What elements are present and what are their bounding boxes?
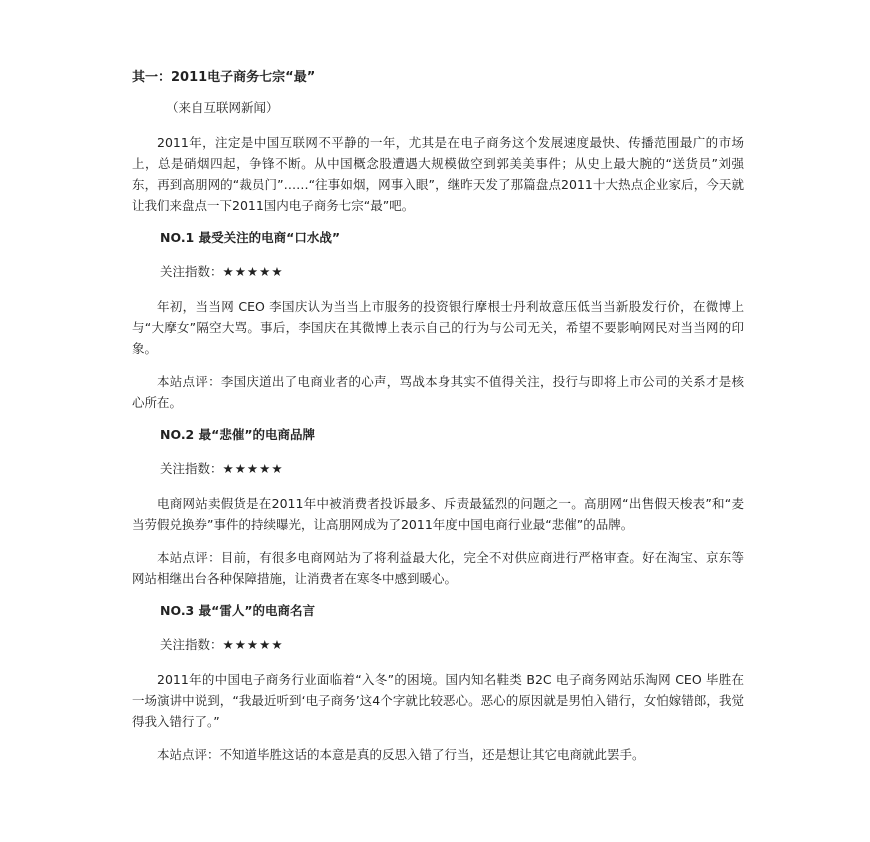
rating-label: 关注指数： [160,264,223,279]
attention-rating-3 [160,635,744,655]
article-title: 其一：2011电子商务七宗“最” [132,70,316,85]
section-heading-3: NO.3 最“雷人”的电商名言 [160,603,316,618]
section-body-1: 年初，当当网 CEO 李国庆认为当当上市服务的投资银行摩根士丹利故意压低当当新股发行价，在微博上与“大摩女”隔空大骂。事后，李国庆在其微博上表示自己的行为与公司无关，希望不要影响网民对当当网的印象。 [132,299,744,356]
article-source: （来自互联网新闻） [166,100,279,115]
attention-rating-2 [160,459,744,479]
rating-stars: ★★★★★ [222,637,284,652]
section-body-3: 2011年的中国电子商务行业面临着“入冬”的困境。国内知名鞋类 B2C 电子商务网站乐淘网 CEO 毕胜在一场演讲中说到，“我最近听到‘电子商务’这4个字就比较恶心。恶心的原因就是男怕入错行，女怕嫁错郎，我觉得我入错行了。” [132,672,744,729]
rating-label: 关注指数： [160,637,223,652]
section-comment-2: 本站点评：目前，有很多电商网站为了将利益最大化，完全不对供应商进行严格审查。好在淘宝、京东等网站相继出台各种保障措施，让消费者在寒冬中感到暖心。 [132,550,744,586]
rating-stars: ★★★★★ [222,264,284,279]
section-heading-1: NO.1 最受关注的电商“口水战” [160,230,341,245]
section-comment-3: 本站点评：不知道毕胜这话的本意是真的反思入错了行当，还是想让其它电商就此罢手。 [157,747,645,762]
attention-rating-1 [160,262,744,282]
rating-stars: ★★★★★ [222,461,284,476]
section-heading-2: NO.2 最“悲催”的电商品牌 [160,427,316,442]
rating-label: 关注指数： [160,461,223,476]
article [132,68,744,777]
intro-paragraph: 2011年，注定是中国互联网不平静的一年，尤其是在电子商务这个发展速度最快、传播范围最广的市场上，总是硝烟四起，争锋不断。从中国概念股遭遇大规模做空到郭美美事件；从史上最大腕的“送货员”刘强东，再到高朋网的“裁员门”……“往事如烟，网事入眼”，继昨天发了那篇盘点2011十大热点企业家后，今天就让我们来盘点一下2011国内电子商务七宗“最”吧。 [132,135,744,213]
section-comment-1: 本站点评：李国庆道出了电商业者的心声，骂战本身其实不值得关注，投行与即将上市公司的关系才是核心所在。 [132,374,744,410]
section-body-2: 电商网站卖假货是在2011年中被消费者投诉最多、斥责最猛烈的问题之一。高朋网“出售假天梭表”和“麦当劳假兑换券”事件的持续曝光，让高朋网成为了2011年度中国电商行业最“悲催”的品牌。 [132,496,744,532]
